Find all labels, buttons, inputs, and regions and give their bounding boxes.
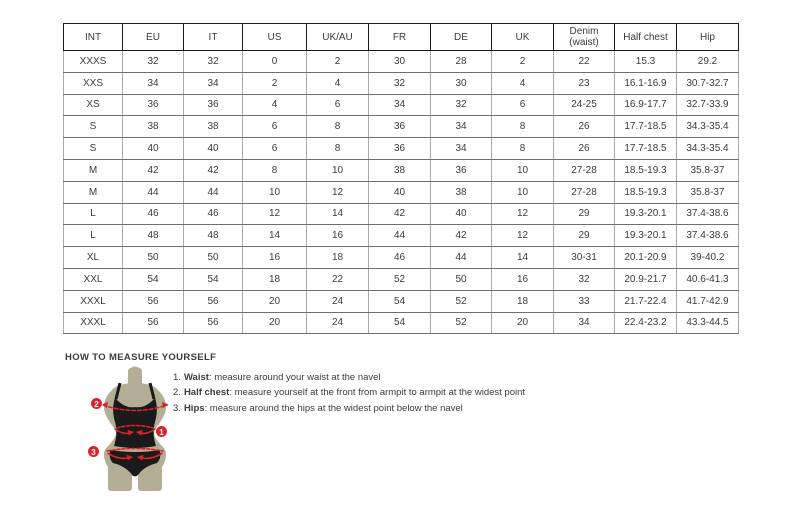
size-value-cell: 42 [123, 159, 184, 181]
size-value-cell: 22 [554, 51, 615, 73]
size-value-cell: 37.4-38.6 [677, 225, 739, 247]
size-value-cell: 34 [184, 72, 243, 94]
size-chart-header [64, 24, 739, 51]
size-value-cell: 44 [431, 247, 492, 269]
size-value-cell: 43.3-44.5 [677, 312, 739, 334]
size-value-cell: 16.1-16.9 [615, 72, 677, 94]
measure-step-half-chest [173, 385, 525, 400]
size-label-cell: M [64, 181, 123, 203]
size-value-cell: 46 [184, 203, 243, 225]
step-number: 2. [173, 387, 181, 399]
table-row [64, 138, 739, 160]
size-value-cell: 14 [307, 203, 369, 225]
column-header-hip: Hip [677, 24, 739, 51]
size-value-cell: 8 [307, 138, 369, 160]
size-value-cell: 17.7-18.5 [615, 138, 677, 160]
size-value-cell: 10 [307, 159, 369, 181]
size-value-cell: 10 [492, 181, 554, 203]
size-value-cell: 22 [307, 268, 369, 290]
column-header-uk-au: UK/AU [307, 24, 369, 51]
size-value-cell: 36 [369, 116, 431, 138]
size-value-cell: 28 [431, 51, 492, 73]
size-value-cell: 24-25 [554, 94, 615, 116]
size-label-cell: S [64, 138, 123, 160]
size-value-cell: 12 [492, 203, 554, 225]
size-value-cell: 19.3-20.1 [615, 225, 677, 247]
table-row [64, 247, 739, 269]
size-value-cell: 33 [554, 290, 615, 312]
column-header-uk: UK [492, 24, 554, 51]
size-value-cell: 50 [123, 247, 184, 269]
size-value-cell: 50 [431, 268, 492, 290]
size-value-cell: 30.7-32.7 [677, 72, 739, 94]
step-text: : measure around your waist at the navel [208, 372, 381, 383]
size-value-cell: 40 [123, 138, 184, 160]
size-value-cell: 40 [431, 203, 492, 225]
size-value-cell: 6 [243, 116, 307, 138]
step-text: : measure around the hips at the widest point below the navel [204, 402, 463, 414]
size-value-cell: 52 [369, 268, 431, 290]
size-value-cell: 4 [492, 72, 554, 94]
size-value-cell: 56 [123, 290, 184, 312]
size-value-cell: 36 [123, 94, 184, 116]
table-row [64, 159, 739, 181]
size-value-cell: 32.7-33.9 [677, 94, 739, 116]
step-label: Half chest [183, 387, 230, 399]
size-value-cell: 29 [554, 203, 615, 225]
size-value-cell: 6 [307, 94, 369, 116]
size-label-cell: L [64, 203, 123, 225]
size-value-cell: 12 [492, 225, 554, 247]
size-value-cell: 35.8-37 [677, 159, 739, 181]
size-value-cell: 20 [243, 312, 307, 334]
waist-marker-badge: 1 [155, 425, 168, 438]
step-text: : measure yourself at the front from armpit to armpit at the widest point [229, 387, 526, 399]
size-value-cell: 32 [184, 51, 243, 73]
size-value-cell: 16 [243, 247, 307, 269]
table-row [64, 203, 739, 225]
column-header-fr: FR [369, 24, 431, 51]
size-value-cell: 8 [307, 116, 369, 138]
size-value-cell: 34.3-35.4 [677, 138, 739, 160]
measure-step-hips [173, 401, 525, 416]
column-header-denim-waist-: Denim (waist) [554, 24, 615, 51]
size-chart-body [64, 51, 739, 334]
size-value-cell: 20.1-20.9 [615, 247, 677, 269]
size-label-cell: S [64, 116, 123, 138]
size-value-cell: 52 [431, 312, 492, 334]
size-value-cell: 44 [123, 181, 184, 203]
size-value-cell: 2 [492, 51, 554, 73]
column-header-int: INT [64, 24, 123, 51]
size-value-cell: 32 [369, 72, 431, 94]
size-value-cell: 40 [369, 181, 431, 203]
table-row [64, 312, 739, 334]
step-label: Waist [183, 372, 209, 383]
column-header-de: DE [431, 24, 492, 51]
size-value-cell: 22.4-23.2 [615, 312, 677, 334]
size-value-cell: 18.5-19.3 [615, 181, 677, 203]
size-value-cell: 34 [123, 72, 184, 94]
step-number: 1. [173, 372, 181, 383]
size-value-cell: 56 [184, 290, 243, 312]
table-row [64, 116, 739, 138]
size-value-cell: 18 [307, 247, 369, 269]
header-row [64, 24, 739, 51]
size-value-cell: 8 [243, 159, 307, 181]
size-value-cell: 16.9-17.7 [615, 94, 677, 116]
size-value-cell: 37.4-38.6 [677, 203, 739, 225]
column-header-eu: EU [123, 24, 184, 51]
size-value-cell: 34.3-35.4 [677, 116, 739, 138]
size-value-cell: 36 [431, 159, 492, 181]
size-value-cell: 34 [431, 138, 492, 160]
size-value-cell: 56 [123, 312, 184, 334]
size-value-cell: 20 [492, 312, 554, 334]
size-value-cell: 50 [184, 247, 243, 269]
size-value-cell: 24 [307, 290, 369, 312]
size-value-cell: 21.7-22.4 [615, 290, 677, 312]
size-value-cell: 56 [184, 312, 243, 334]
size-label-cell: XXXS [64, 51, 123, 73]
hips-marker-badge: 3 [87, 445, 100, 458]
size-value-cell: 41.7-42.9 [677, 290, 739, 312]
size-value-cell: 44 [184, 181, 243, 203]
measure-step-waist [173, 370, 525, 385]
size-value-cell: 29.2 [677, 51, 739, 73]
size-label-cell: XXS [64, 72, 123, 94]
size-value-cell: 42 [369, 203, 431, 225]
size-value-cell: 10 [243, 181, 307, 203]
size-value-cell: 4 [307, 72, 369, 94]
size-value-cell: 36 [369, 138, 431, 160]
size-value-cell: 2 [307, 51, 369, 73]
measure-section-title: HOW TO MEASURE YOURSELF [65, 352, 217, 363]
size-value-cell: 34 [554, 312, 615, 334]
size-value-cell: 14 [492, 247, 554, 269]
size-value-cell: 27-28 [554, 159, 615, 181]
table-row [64, 94, 739, 116]
size-value-cell: 6 [243, 138, 307, 160]
size-value-cell: 46 [123, 203, 184, 225]
size-value-cell: 40 [184, 138, 243, 160]
table-row [64, 225, 739, 247]
size-value-cell: 38 [184, 116, 243, 138]
size-value-cell: 44 [369, 225, 431, 247]
size-value-cell: 4 [243, 94, 307, 116]
step-label: Hips [183, 402, 205, 414]
size-value-cell: 35.8-37 [677, 181, 739, 203]
size-value-cell: 32 [123, 51, 184, 73]
column-header-half-chest: Half chest [615, 24, 677, 51]
size-value-cell: 46 [369, 247, 431, 269]
size-value-cell: 34 [431, 116, 492, 138]
size-chart-table [63, 23, 739, 334]
size-value-cell: 16 [492, 268, 554, 290]
size-value-cell: 17.7-18.5 [615, 116, 677, 138]
size-label-cell: XXXL [64, 312, 123, 334]
size-value-cell: 2 [243, 72, 307, 94]
size-label-cell: XS [64, 94, 123, 116]
size-value-cell: 20 [243, 290, 307, 312]
table-row [64, 181, 739, 203]
size-value-cell: 12 [243, 203, 307, 225]
size-value-cell: 54 [369, 290, 431, 312]
size-label-cell: XXL [64, 268, 123, 290]
size-value-cell: 29 [554, 225, 615, 247]
size-value-cell: 32 [431, 94, 492, 116]
size-value-cell: 8 [492, 138, 554, 160]
size-value-cell: 38 [431, 181, 492, 203]
size-value-cell: 26 [554, 138, 615, 160]
size-value-cell: 40.6-41.3 [677, 268, 739, 290]
size-value-cell: 52 [431, 290, 492, 312]
size-value-cell: 30-31 [554, 247, 615, 269]
size-value-cell: 10 [492, 159, 554, 181]
size-value-cell: 18 [492, 290, 554, 312]
size-value-cell: 54 [184, 268, 243, 290]
table-row [64, 268, 739, 290]
size-value-cell: 32 [554, 268, 615, 290]
size-value-cell: 24 [307, 312, 369, 334]
size-value-cell: 42 [431, 225, 492, 247]
size-value-cell: 23 [554, 72, 615, 94]
size-value-cell: 42 [184, 159, 243, 181]
size-value-cell: 20.9-21.7 [615, 268, 677, 290]
size-value-cell: 54 [369, 312, 431, 334]
size-value-cell: 8 [492, 116, 554, 138]
size-value-cell: 27-28 [554, 181, 615, 203]
size-value-cell: 39-40.2 [677, 247, 739, 269]
size-value-cell: 48 [184, 225, 243, 247]
size-value-cell: 30 [431, 72, 492, 94]
size-label-cell: M [64, 159, 123, 181]
size-value-cell: 15.3 [615, 51, 677, 73]
size-label-cell: XL [64, 247, 123, 269]
size-value-cell: 16 [307, 225, 369, 247]
size-value-cell: 18.5-19.3 [615, 159, 677, 181]
size-value-cell: 38 [369, 159, 431, 181]
size-value-cell: 48 [123, 225, 184, 247]
table-row [64, 51, 739, 73]
size-value-cell: 26 [554, 116, 615, 138]
table-row [64, 290, 739, 312]
size-value-cell: 54 [123, 268, 184, 290]
size-label-cell: XXXL [64, 290, 123, 312]
size-value-cell: 30 [369, 51, 431, 73]
size-value-cell: 0 [243, 51, 307, 73]
table-row [64, 72, 739, 94]
half-chest-marker-badge: 2 [90, 397, 103, 410]
column-header-it: IT [184, 24, 243, 51]
size-value-cell: 12 [307, 181, 369, 203]
size-value-cell: 34 [369, 94, 431, 116]
size-value-cell: 38 [123, 116, 184, 138]
column-header-us: US [243, 24, 307, 51]
step-number: 3. [173, 402, 181, 414]
measure-steps [173, 370, 525, 416]
size-value-cell: 14 [243, 225, 307, 247]
size-value-cell: 6 [492, 94, 554, 116]
size-label-cell: L [64, 225, 123, 247]
size-value-cell: 19.3-20.1 [615, 203, 677, 225]
size-value-cell: 36 [184, 94, 243, 116]
size-value-cell: 18 [243, 268, 307, 290]
